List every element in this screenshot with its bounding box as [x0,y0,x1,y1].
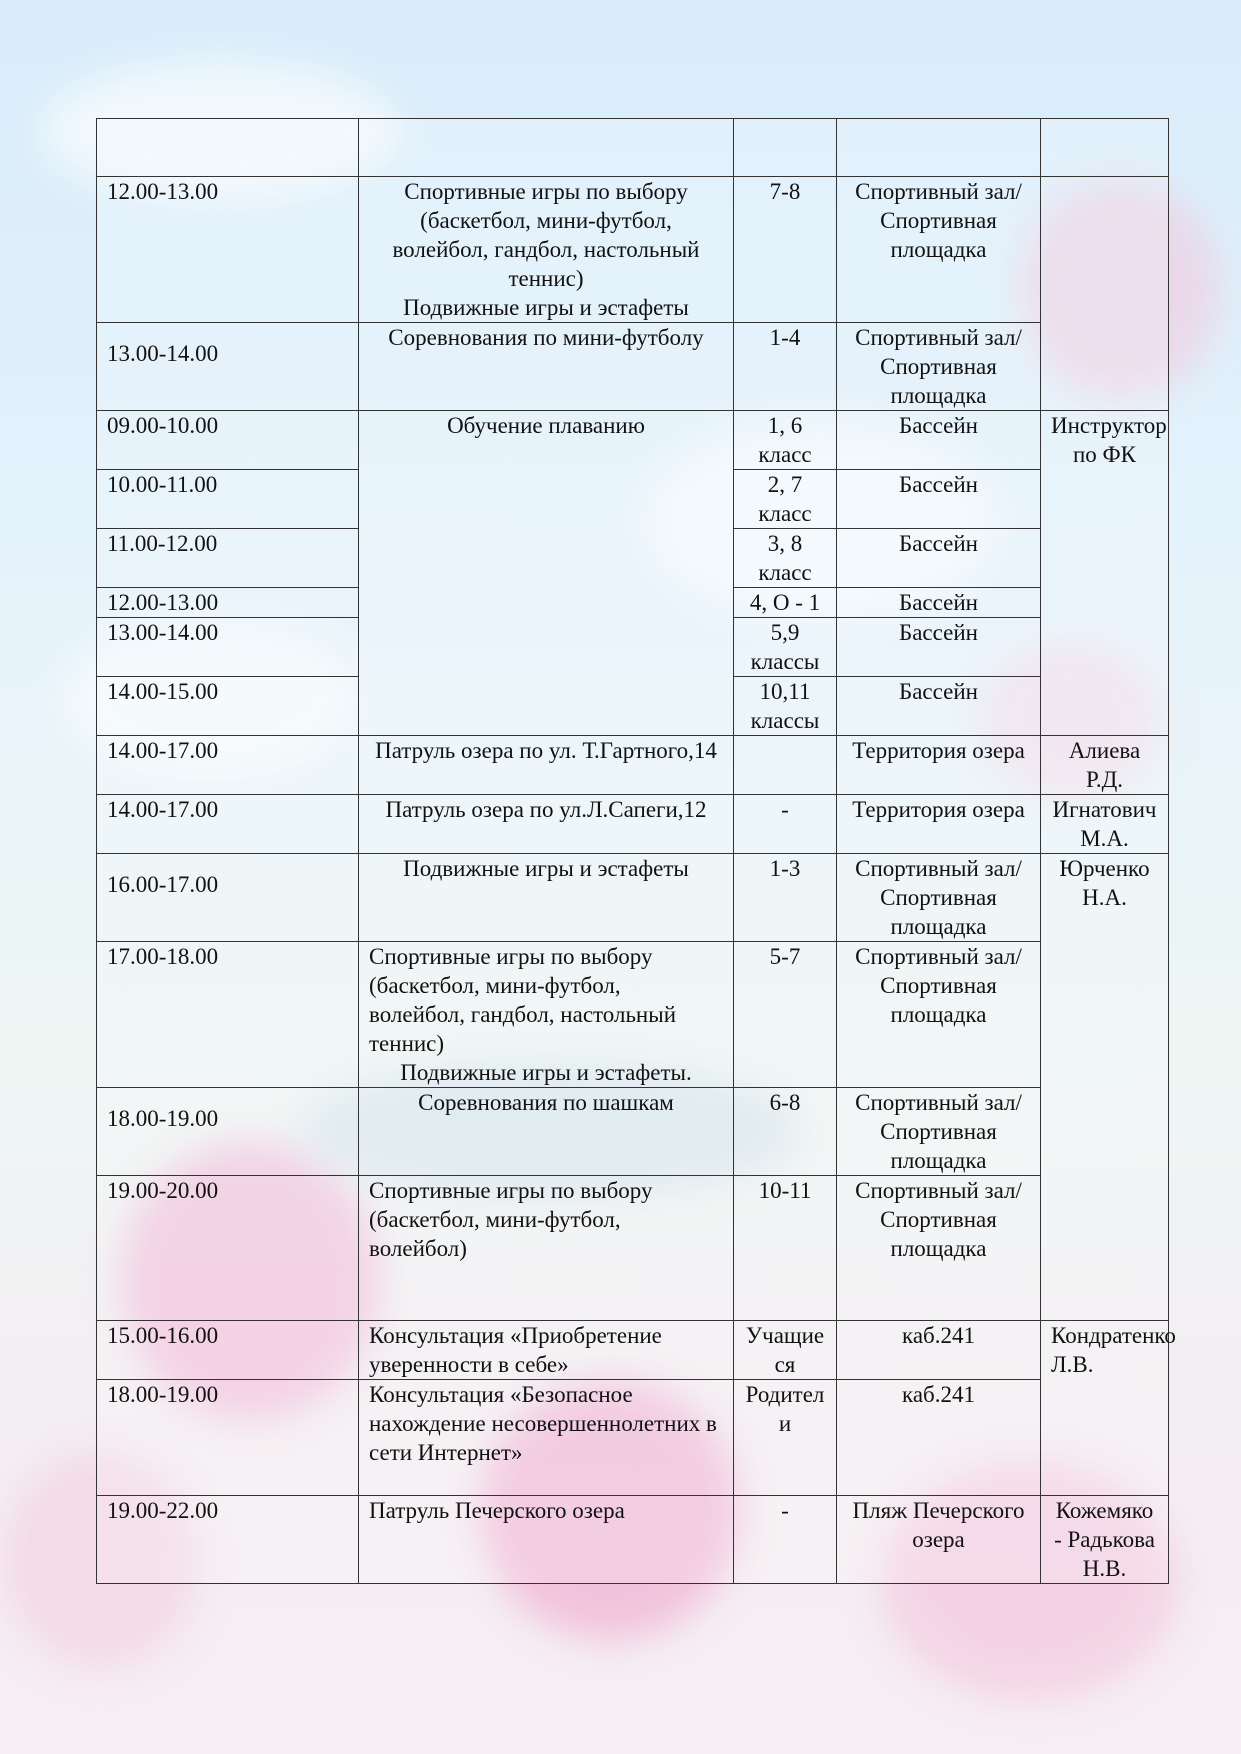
activity-cell: Патруль озера по ул. Т.Гартного,14 [359,736,734,795]
activity-cell: Патруль озера по ул.Л.Сапеги,12 [359,795,734,854]
time-cell: 14.00-15.00 [97,677,359,736]
swimming-activity-cell: Обучение плаванию [359,411,734,736]
place-cell: Спортивный зал/Спортивная площадка [837,1176,1041,1321]
time-cell: 18.00-19.00 [97,1088,359,1176]
activity-line: Спортивные игры по выбору [369,944,653,969]
time-cell: 10.00-11.00 [97,470,359,529]
place-cell: Территория озера [837,736,1041,795]
time-cell: 18.00-19.00 [97,1380,359,1496]
activity-cell [359,177,734,323]
schedule-table [96,118,1176,1584]
grade-cell: 1, 6 класс [734,411,837,470]
time-cell: 19.00-22.00 [97,1496,359,1584]
place-cell: Бассейн [837,470,1041,529]
place-cell: Спортивный зал/Спортивная площадка [837,942,1041,1088]
time-cell: 11.00-12.00 [97,529,359,588]
place-cell: Бассейн [837,618,1041,677]
table-row [97,795,1169,854]
table-row [97,1321,1169,1380]
responsible-cell: Игнатович М.А. [1041,795,1169,854]
activity-cell: Консультация «Приобретение уверенности в себе» [359,1321,734,1380]
grade-cell: - [734,795,837,854]
place-cell: Спортивный зал/Спортивная площадка [837,1088,1041,1176]
place-cell: Пляж Печерского озера [837,1496,1041,1584]
responsible-cell: Кожемяко - Радькова Н.В. [1041,1496,1169,1584]
place-cell: Бассейн [837,529,1041,588]
grade-cell: 3, 8 класс [734,529,837,588]
time-cell: 19.00-20.00 [97,1176,359,1321]
activity-line: Спортивные игры по выбору [404,179,688,204]
time-cell: 12.00-13.00 [97,588,359,618]
grade-cell: 1-4 [734,323,837,411]
place-cell: Бассейн [837,677,1041,736]
table-row [97,1380,1169,1496]
table-row [97,854,1169,942]
activity-line: волейбол) [369,1236,467,1261]
grade-cell: 4, О - 1 [734,588,837,618]
grade-cell: Учащиеся [734,1321,837,1380]
activity-line: теннис) [508,266,584,291]
activity-line: волейбол, гандбол, настольный [369,1002,677,1027]
activity-line: Спортивные игры по выбору [369,1178,653,1203]
activity-line: теннис) [369,1031,445,1056]
table-row [97,177,1169,323]
place-cell: каб.241 [837,1380,1041,1496]
responsible-cell [1041,177,1169,411]
time-cell: 16.00-17.00 [97,854,359,942]
table-row [97,411,1169,470]
time-cell: 09.00-10.00 [97,411,359,470]
time-cell: 13.00-14.00 [97,618,359,677]
table-header-row [97,119,1169,177]
time-cell: 13.00-14.00 [97,323,359,411]
place-cell: Бассейн [837,588,1041,618]
sports-responsible-cell: Юрченко Н.А. [1041,854,1169,1321]
table-row [97,323,1169,411]
grade-cell: 10,11 классы [734,677,837,736]
grade-cell: 5-7 [734,942,837,1088]
time-cell: 15.00-16.00 [97,1321,359,1380]
place-cell: Спортивный зал/Спортивная площадка [837,177,1041,323]
grade-cell: 10-11 [734,1176,837,1321]
header-cell [97,119,359,177]
grade-cell: - [734,1496,837,1584]
grade-cell: 1-3 [734,854,837,942]
table-row [97,1088,1169,1176]
activity-cell: Соревнования по мини-футболу [359,323,734,411]
activity-line: (баскетбол, мини-футбол, [369,973,621,998]
activity-line: (баскетбол, мини-футбол, [420,208,672,233]
grade-cell: 7-8 [734,177,837,323]
time-cell: 17.00-18.00 [97,942,359,1088]
activity-line: Подвижные игры и эстафеты [403,295,689,320]
activity-cell: Патруль Печерского озера [359,1496,734,1584]
table-row [97,736,1169,795]
responsible-cell: Алиева Р.Д. [1041,736,1169,795]
consult-responsible-cell: Кондратенко Л.В. [1041,1321,1169,1496]
place-cell: Территория озера [837,795,1041,854]
grade-cell: Родители [734,1380,837,1496]
activity-line: Подвижные игры и эстафеты. [400,1060,692,1085]
time-cell: 12.00-13.00 [97,177,359,323]
place-cell: каб.241 [837,1321,1041,1380]
grade-cell: 5,9 классы [734,618,837,677]
header-cell [837,119,1041,177]
activity-cell: Консультация «Безопасное нахождение несовершеннолетних в сети Интернет» [359,1380,734,1496]
activity-cell [359,942,734,1088]
swimming-responsible-cell: Инструктор по ФК [1041,411,1169,736]
table-row [97,1176,1169,1321]
activity-cell: Подвижные игры и эстафеты [359,854,734,942]
header-cell [1041,119,1169,177]
grade-cell: 2, 7 класс [734,470,837,529]
place-cell: Спортивный зал/Спортивная площадка [837,854,1041,942]
activity-cell [359,1176,734,1321]
place-cell: Спортивный зал/Спортивная площадка [837,323,1041,411]
header-cell [734,119,837,177]
time-cell: 14.00-17.00 [97,795,359,854]
time-cell: 14.00-17.00 [97,736,359,795]
activity-cell: Соревнования по шашкам [359,1088,734,1176]
grade-cell: 6-8 [734,1088,837,1176]
header-cell [359,119,734,177]
place-cell: Бассейн [837,411,1041,470]
table-row [97,1496,1169,1584]
table-row [97,942,1169,1088]
activity-line: (баскетбол, мини-футбол, [369,1207,621,1232]
activity-line: волейбол, гандбол, настольный [392,237,700,262]
grade-cell [734,736,837,795]
